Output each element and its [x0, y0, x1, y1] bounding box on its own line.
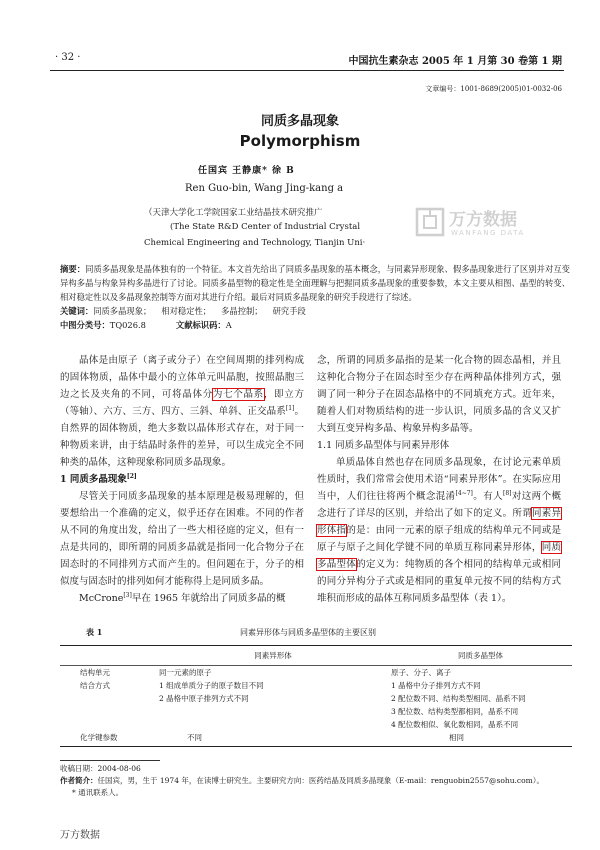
footnotes [60, 763, 572, 799]
highlight-allotrope-definition: 同素异形体指 [317, 508, 561, 536]
keyword-item: 多晶控制； [221, 306, 263, 316]
table-row [60, 705, 572, 718]
abstract-text: 同质多晶现象是晶体独有的一个特征。本文首先给出了同质多晶现象的基本概念，与同素异形现象、假多晶现象进行了区别并对互变异构多晶与构象异构多晶进行了讨论。同质多晶型物的稳定性是全面理解与把握同质多晶现象的重要参数，本文主要从相图、晶型的转变、相对稳定性以及多晶现象控制等方面对其进行介绍。最后对同质多晶现象的研究手段进行了综述。 [60, 264, 570, 302]
clc-value: TQ026.8 [109, 320, 146, 330]
body-column-left [60, 352, 304, 607]
citation: [4~7] [455, 489, 473, 497]
footnote-rule [60, 760, 160, 761]
table-cell: 1 晶格中分子排列方式不同 [391, 681, 481, 690]
body-paragraph [60, 590, 304, 607]
section-heading-1 [60, 471, 304, 488]
affiliation-chinese: （天津大学化工学院国家工业结晶技术研究推广 [144, 208, 323, 218]
text-run: 。有人 [472, 491, 503, 502]
text-run: 对这两个概念进行了详尽的区别，并给出了如下的定义。所谓 [317, 491, 561, 519]
table-row [60, 731, 572, 747]
text-run: McCrone [79, 593, 124, 604]
citation: [8] [502, 489, 512, 497]
table-cell: 2 配位数不同、结构类型相同、晶系不同 [391, 694, 526, 703]
section-heading-1-1: 1.1 同质多晶型体与同素异形体 [317, 440, 450, 451]
affiliation-english-line2: Chemical Engineering and Technology, Tianjin Uni· [144, 238, 366, 248]
table-cell [157, 718, 389, 731]
affiliation-english-line1: (The State R&D Center of Industrial Crystal [170, 222, 361, 232]
highlight-seven-crystal-systems: 为七个晶系 [212, 389, 264, 400]
table-cell: 4 配位数相似、氧化数相同，晶系不同 [391, 720, 519, 729]
watermark-text-en: WANFANG DATA [451, 229, 525, 237]
table-row [60, 718, 572, 731]
keyword-item: 研究手段 [272, 306, 306, 316]
author-bio [60, 775, 572, 787]
table-row [60, 679, 572, 692]
authors-chinese: 任国宾 王静康* 徐 B [198, 166, 295, 176]
abstract [60, 262, 570, 304]
body-column-right [317, 352, 561, 607]
table-header-row [60, 646, 572, 666]
abstract-label: 摘要： [60, 264, 86, 274]
table-cell: 2 晶格中原子排列方式不同 [159, 694, 249, 703]
text-run: 单质晶体自然也存在同质多晶现象，在讨论元素单质性质时，我们常常会使用术语“同素异形体”。在实际应用当中，人们往往将两个概念混淆 [317, 457, 561, 502]
table-header-cell [60, 646, 157, 666]
table-row [60, 692, 572, 705]
author-bio-label: 作者简介： [60, 776, 98, 785]
wanfang-logo-icon [415, 207, 445, 237]
table-cell: 1 组成单质分子的原子数目不同 [159, 681, 264, 690]
title-chinese: 同质多晶现象 [260, 114, 339, 129]
keywords-label: 关键词： [60, 306, 94, 316]
table-header-cell: 同质多晶型体 [389, 646, 572, 666]
wanfang-watermark [415, 205, 533, 245]
keyword-item: 同质多晶现象； [93, 306, 152, 316]
table-cell: 3 配位数、结构类型都相同，晶系不同 [391, 707, 519, 716]
table-cell [60, 718, 157, 731]
received-date: 收稿日期：2004-08-06 [60, 764, 141, 773]
intro-paragraph [60, 352, 304, 471]
table-1 [60, 627, 572, 747]
text-run: 。自然界的固体物质，绝大多数以晶体形式存在，对于同一种物质来讲，由于结晶时条件的差异，可以生成完全不同种类的晶体，这种现象称同质多晶现象。 [60, 406, 304, 468]
text-run: 的定义为：纯物质的各个相同的结构单元或相同的同分异构分子式或是相同的重复单元按不同的结构方式堆积而形成的晶体互称同质多晶型体（表 1）。 [317, 559, 561, 604]
table-row [60, 666, 572, 680]
body-paragraph: 尽管关于同质多晶现象的基本原理是极易理解的，但要想给出一个准确的定义，似乎还存在困难。不同的作者从不同的角度出发，给出了一些大相径庭的定义，但有一点是共同的，即所谓的同质多晶就是指同一化合物分子在固态时的不同排列方式而产生的。但问题在于，分子的相似度与固态时的排列如何才能称得上是同质多晶。 [60, 491, 304, 587]
highlight-polymorph-definition: 同质多晶型体 [317, 542, 561, 570]
abstract-block [60, 262, 570, 332]
keyword-item: 相对稳定性； [161, 306, 212, 316]
text-run: 早在 1965 年就给出了同质多晶的概 [131, 593, 286, 604]
table-header-cell: 同素异形体 [157, 646, 389, 666]
table-cell [60, 705, 157, 718]
clc-label: 中图分类号： [60, 320, 110, 330]
citation: [2] [126, 472, 137, 480]
table-cell: 化学键参数 [60, 731, 157, 747]
table-cell: 结合方式 [80, 681, 110, 690]
table-cell: 相同 [389, 731, 572, 747]
article-number: 文章编号：1001-8689(2005)01-0032-06 [425, 85, 562, 93]
table-title: 同素异形体与同质多晶型体的主要区别 [240, 628, 376, 637]
citation: [1] [285, 404, 295, 412]
title-english: Polymorphism [239, 132, 361, 150]
table-label: 表 1 [86, 627, 103, 637]
body-paragraph: 念，所谓的同质多晶指的是某一化合物的固态晶相，并且这种化合物分子在固态时至少存在两种晶体排列方式，强调了同一种分子在固态晶格中的不同填充方式。近年来，随着人们对物质结构的进一步认识，同质多晶的含义又扩大到互变异构多晶、构象异构多晶等。 [317, 355, 561, 434]
text-run: 的是：由同一元素的原子组成的结构单元不同或是原子与原子之间化学键不同的单质互称同素异形体， [317, 525, 561, 553]
table-caption [60, 627, 572, 641]
table-cell: 不同 [157, 731, 389, 747]
table-cell [60, 692, 157, 705]
heading-text: 1 同质多晶现象 [60, 474, 127, 485]
table-cell [157, 705, 389, 718]
header-rule [50, 70, 564, 71]
text-run: ，即立方（等轴）、六方、三方、四方、三斜、单斜、正交晶系 [60, 389, 304, 417]
corresponding-author-note: * 通讯联系人。 [72, 788, 124, 797]
doc-code-label: 文献标识码： [175, 320, 226, 330]
keywords [60, 304, 570, 318]
table-cell: 结构单元 [80, 668, 110, 677]
table-cell: 同一元素的原子 [159, 668, 212, 677]
page-number: · 32 · [55, 52, 81, 63]
citation: [3] [123, 591, 132, 599]
body-paragraph [317, 454, 561, 607]
author-bio-text: 任国宾，男，生于 1974 年，在读博士研究生。主要研究方向：医药结晶及同质多晶现象（E-mail：renguobin2557@sohu.com）。 [97, 776, 544, 785]
journal-header: 中国抗生素杂志 2005 年 1 月第 30 卷第 1 期 [348, 56, 562, 67]
wanfang-bottom-mark: 万方数据 [60, 830, 100, 841]
table-cell: 原子、分子、离子 [391, 668, 451, 677]
classification [60, 318, 570, 332]
authors-english: Ren Guo-bin, Wang Jing-kang a [185, 183, 344, 194]
comparison-table [60, 645, 572, 747]
text-run: 晶体是由原子（离子或分子）在空间周期的排列构成的固体物质，晶体中最小的立体单元叫晶胞，按照晶胞三边之长及夹角的不同，可将晶体分 [60, 355, 304, 400]
doc-code-value: A [225, 320, 232, 330]
watermark-text-zh: 万方数据 [449, 210, 517, 230]
